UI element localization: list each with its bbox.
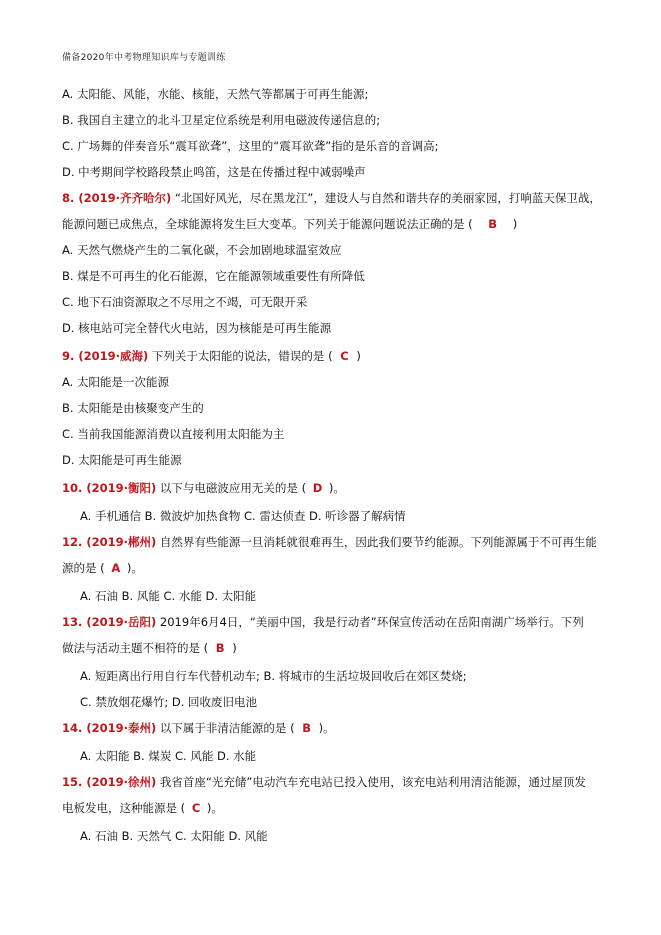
question-source: 13. (2019·岳阳) bbox=[62, 615, 157, 629]
question-9 bbox=[62, 348, 621, 364]
answer-mark: B bbox=[488, 217, 498, 231]
question-text: 做法与活动主题不相符的是 ( bbox=[62, 641, 209, 655]
option-line: B. 我国自主建立的北斗卫星定位系统是利用电磁波传递信息的; bbox=[62, 113, 381, 127]
option-line: A. 太阳能 B. 煤炭 C. 风能 D. 水能 bbox=[80, 749, 257, 763]
question-12-cont bbox=[62, 560, 621, 576]
question-8 bbox=[62, 190, 621, 206]
answer-mark: D bbox=[312, 481, 323, 495]
question-source: 14. (2019·泰州) bbox=[62, 721, 157, 735]
question-text: 2019年6月4日，“美丽中国，我是行动者”环保宣传活动在岳阳南湖广场举行。下列 bbox=[159, 615, 584, 629]
option-line: A. 手机通信 B. 微波炉加热食物 C. 雷达侦查 D. 听诊器了解病情 bbox=[80, 509, 406, 523]
option-line: A. 太阳能是一次能源 bbox=[62, 375, 169, 389]
option-line: D. 中考期间学校路段禁止鸣笛，这是在传播过程中减弱噪声 bbox=[62, 165, 366, 179]
option-line: A. 短距离出行用自行车代替机动车; B. 将城市的生活垃圾回收后在郊区焚烧; bbox=[80, 669, 467, 683]
option-line: B. 煤是不可再生的化石能源，它在能源领域重要性有所降低 bbox=[62, 269, 365, 283]
bracket-close: ) bbox=[356, 349, 361, 363]
question-source: 12. (2019·郴州) bbox=[62, 535, 157, 549]
answer-mark: B bbox=[215, 641, 225, 655]
question-text: 源的是 ( bbox=[62, 561, 105, 575]
answer-mark: A bbox=[111, 561, 121, 575]
question-source: 9. (2019·威海) bbox=[62, 349, 149, 363]
option-line: C. 当前我国能源消费以直接利用太阳能为主 bbox=[62, 427, 285, 441]
page-header: 備备2020年中考物理知识库与专题训练 bbox=[62, 53, 226, 63]
question-text: 电板发电，这种能源是 ( bbox=[62, 801, 186, 815]
question-12 bbox=[62, 534, 621, 550]
question-text: 我省首座“光充储”电动汽车充电站已投入使用，该充电站利用清洁能源，通过屋顶发 bbox=[159, 775, 586, 789]
bracket-close: )。 bbox=[126, 561, 143, 575]
question-text: 以下与电磁波应用无关的是 ( bbox=[159, 481, 307, 495]
bracket-close: )。 bbox=[318, 721, 335, 735]
option-line: A. 石油 B. 天然气 C. 太阳能 D. 风能 bbox=[80, 829, 268, 843]
bracket-close: )。 bbox=[206, 801, 223, 815]
answer-mark: B bbox=[302, 721, 311, 735]
option-line: C. 禁放烟花爆竹; D. 回收废旧电池 bbox=[80, 695, 258, 709]
question-15-cont bbox=[62, 800, 621, 816]
answer-mark: C bbox=[340, 349, 349, 363]
answer-mark: C bbox=[191, 801, 201, 815]
bracket-close: ) bbox=[232, 641, 237, 655]
option-line: C. 地下石油资源取之不尽用之不竭，可无限开采 bbox=[62, 295, 308, 309]
question-14 bbox=[62, 720, 621, 736]
option-line: A. 石油 B. 风能 C. 水能 D. 太阳能 bbox=[80, 589, 257, 603]
bracket-close: )。 bbox=[328, 481, 345, 495]
question-text: 能源问题已成焦点，全球能源将发生巨大变革。下列关于能源问题说法正确的是 ( bbox=[62, 217, 473, 231]
question-source: 8. (2019·齐齐哈尔) bbox=[62, 191, 172, 205]
question-source: 10. (2019·衡阳) bbox=[62, 481, 157, 495]
question-13 bbox=[62, 614, 621, 630]
option-line: A. 太阳能、风能，水能、核能，天然气等都属于可再生能源; bbox=[62, 87, 369, 101]
question-text: “北国好风光，尽在黑龙江”，建设人与自然和谐共存的美丽家园，打响蓝天保卫战， bbox=[174, 191, 601, 205]
option-line: D. 太阳能是可再生能源 bbox=[62, 453, 182, 467]
question-text: 下列关于太阳能的说法，错误的是 ( bbox=[151, 349, 333, 363]
question-text: 以下属于非清洁能源的是 ( bbox=[159, 721, 295, 735]
question-source: 15. (2019·徐州) bbox=[62, 775, 157, 789]
option-line: C. 广场舞的伴奏音乐“震耳欲聋”，这里的“震耳欲聋”指的是乐音的音调高; bbox=[62, 139, 439, 153]
question-text: 自然界有些能源一旦消耗就很难再生，因此我们要节约能源。下列能源属于不可再生能 bbox=[159, 535, 597, 549]
option-line: B. 太阳能是由核聚变产生的 bbox=[62, 401, 204, 415]
question-15 bbox=[62, 774, 621, 790]
question-10 bbox=[62, 480, 621, 496]
option-line: D. 核电站可完全替代火电站，因为核能是可再生能源 bbox=[62, 321, 332, 335]
option-line: A. 天然气燃烧产生的二氧化碳，不会加剧地球温室效应 bbox=[62, 243, 342, 257]
question-13-cont bbox=[62, 640, 621, 656]
bracket-close: ) bbox=[512, 217, 518, 231]
question-8-cont bbox=[62, 216, 621, 232]
